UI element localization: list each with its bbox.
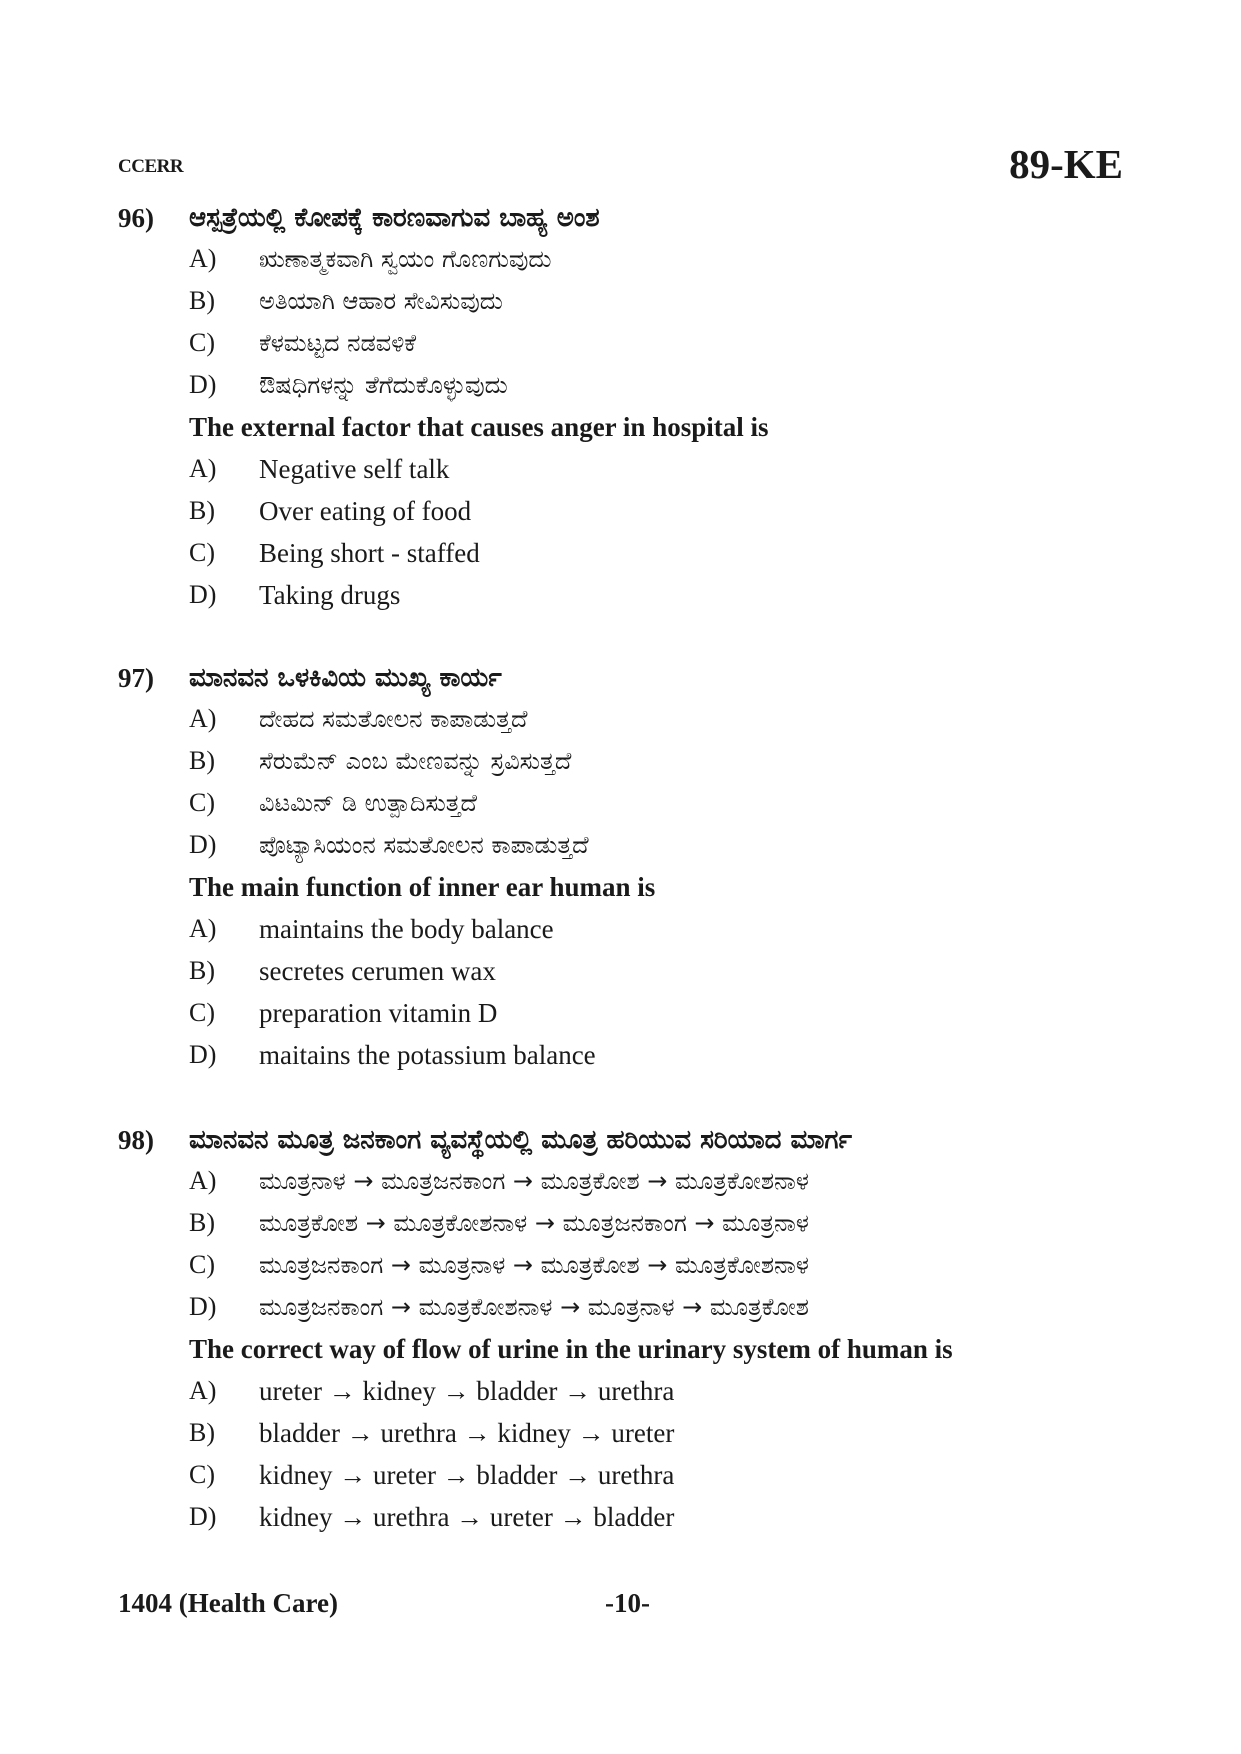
option-label: C) [189, 1250, 215, 1279]
option-text: ಮೂತ್ರನಾಳ → ಮೂತ್ರಜನಕಾಂಗ → ಮೂತ್ರಕೋಶ → ಮೂತ್ರಕೋಶನಾಳ [259, 1167, 809, 1195]
english-option [118, 532, 1128, 574]
option-text: maitains the potassium balance [259, 1040, 596, 1070]
kannada-option [118, 824, 1128, 866]
option-text: Negative self talk [259, 454, 450, 484]
option-text: ಮೂತ್ರಜನಕಾಂಗ → ಮೂತ್ರಕೋಶನಾಳ → ಮೂತ್ರನಾಳ → ಮೂತ್ರಕೋಶ [259, 1293, 809, 1321]
option-text: ವಿಟಮಿನ್ ಡಿ ಉತ್ಪಾದಿಸುತ್ತದೆ [259, 789, 477, 817]
option-label: B) [189, 286, 215, 315]
kannada-option [118, 364, 1128, 406]
option-text: bladder → urethra → kidney → ureter [259, 1418, 675, 1448]
question-line [118, 198, 1128, 238]
option-text: kidney → ureter → bladder → urethra [259, 1460, 675, 1490]
option-label: A) [189, 914, 217, 943]
english-option [118, 1034, 1128, 1076]
option-label: A) [189, 454, 217, 483]
page-number: -10- [605, 1588, 650, 1618]
footer-course: 1404 (Health Care) [118, 1588, 338, 1618]
option-text: ಋಣಾತ್ಮಕವಾಗಿ ಸ್ವಯಂ ಗೊಣಗುವುದು [259, 245, 552, 273]
question-98 [118, 1120, 1128, 1538]
option-label: C) [189, 328, 215, 357]
option-text: ಮೂತ್ರಜನಕಾಂಗ → ಮೂತ್ರನಾಳ → ಮೂತ್ರಕೋಶ → ಮೂತ್ರಕೋಶನಾಳ [259, 1251, 809, 1279]
question-text-kannada: ಮಾನವನ ಒಳಕಿವಿಯ ಮುಖ್ಯ ಕಾರ್ಯ [189, 663, 502, 693]
option-label: C) [189, 788, 215, 817]
option-label: D) [189, 370, 217, 399]
option-text: maintains the body balance [259, 914, 554, 944]
option-label: B) [189, 956, 215, 985]
question-number: 97) [118, 663, 154, 693]
kannada-option [118, 740, 1128, 782]
option-label: A) [189, 704, 217, 733]
option-label: D) [189, 1292, 217, 1321]
english-option [118, 950, 1128, 992]
english-option [118, 1412, 1128, 1454]
english-option [118, 490, 1128, 532]
english-option [118, 1496, 1128, 1538]
english-option [118, 1454, 1128, 1496]
english-option [118, 448, 1128, 490]
option-text: Being short - staffed [259, 538, 480, 568]
question-number: 98) [118, 1125, 154, 1155]
option-label: A) [189, 1166, 217, 1195]
header-code: CCERR [118, 156, 184, 177]
option-label: D) [189, 580, 217, 609]
question-text-english: The main function of inner ear human is [189, 872, 656, 902]
option-text: ಔಷಧಿಗಳನ್ನು ತೆಗೆದುಕೊಳ್ಳುವುದು [259, 371, 508, 399]
question-text-kannada: ಮಾನವನ ಮೂತ್ರ ಜನಕಾಂಗ ವ್ಯವಸ್ಥೆಯಲ್ಲಿ ಮೂತ್ರ ಹರಿಯುವ ಸರಿಯಾದ ಮಾರ್ಗ [189, 1125, 852, 1155]
option-label: B) [189, 1208, 215, 1237]
kannada-option [118, 1244, 1128, 1286]
option-label: B) [189, 746, 215, 775]
kannada-option [118, 1286, 1128, 1328]
question-text-english: The external factor that causes anger in hospital is [189, 412, 769, 442]
kannada-option [118, 698, 1128, 740]
question-number: 96) [118, 203, 154, 233]
kannada-option [118, 1202, 1128, 1244]
option-text: ಅತಿಯಾಗಿ ಆಹಾರ ಸೇವಿಸುವುದು [259, 287, 503, 315]
option-label: D) [189, 1040, 217, 1069]
question-text-english: The correct way of flow of urine in the urinary system of human is [189, 1334, 953, 1364]
option-text: Taking drugs [259, 580, 401, 610]
option-text: preparation vitamin D [259, 998, 498, 1028]
english-option [118, 574, 1128, 616]
option-text: secretes cerumen wax [259, 956, 496, 986]
kannada-option [118, 280, 1128, 322]
kannada-option [118, 1160, 1128, 1202]
kannada-option [118, 322, 1128, 364]
option-label: D) [189, 830, 217, 859]
kannada-option [118, 782, 1128, 824]
question-96 [118, 198, 1128, 616]
option-label: A) [189, 244, 217, 273]
option-label: C) [189, 538, 215, 567]
option-label: D) [189, 1502, 217, 1531]
option-text: Over eating of food [259, 496, 472, 526]
option-text: ಮೂತ್ರಕೋಶ → ಮೂತ್ರಕೋಶನಾಳ → ಮೂತ್ರಜನಕಾಂಗ → ಮೂತ್ರನಾಳ [259, 1209, 809, 1237]
english-option [118, 908, 1128, 950]
option-text: ಕೆಳಮಟ್ಟದ ನಡವಳಿಕೆ [259, 329, 417, 357]
option-text: ureter → kidney → bladder → urethra [259, 1376, 675, 1406]
option-text: ಸೆರುಮೆನ್ ಎಂಬ ಮೇಣವನ್ನು ಸ್ರವಿಸುತ್ತದೆ [259, 747, 572, 775]
option-text: kidney → urethra → ureter → bladder [259, 1502, 675, 1532]
english-option [118, 1370, 1128, 1412]
paper-code: 89-KE [1009, 141, 1123, 187]
option-label: A) [189, 1376, 217, 1405]
question-line [118, 658, 1128, 698]
option-label: C) [189, 998, 215, 1027]
question-line [118, 1120, 1128, 1160]
option-text: ಪೊಟ್ಯಾಸಿಯಂನ ಸಮತೋಲನ ಕಾಪಾಡುತ್ತದೆ [259, 831, 589, 859]
option-label: C) [189, 1460, 215, 1489]
question-97 [118, 658, 1128, 1076]
option-label: B) [189, 1418, 215, 1447]
option-text: ದೇಹದ ಸಮತೋಲನ ಕಾಪಾಡುತ್ತದೆ [259, 705, 528, 733]
kannada-option [118, 238, 1128, 280]
question-text-kannada: ಆಸ್ಪತ್ರೆಯಲ್ಲಿ ಕೋಪಕ್ಕೆ ಕಾರಣವಾಗುವ ಬಾಹ್ಯ ಅಂಶ [189, 203, 600, 233]
english-option [118, 992, 1128, 1034]
option-label: B) [189, 496, 215, 525]
